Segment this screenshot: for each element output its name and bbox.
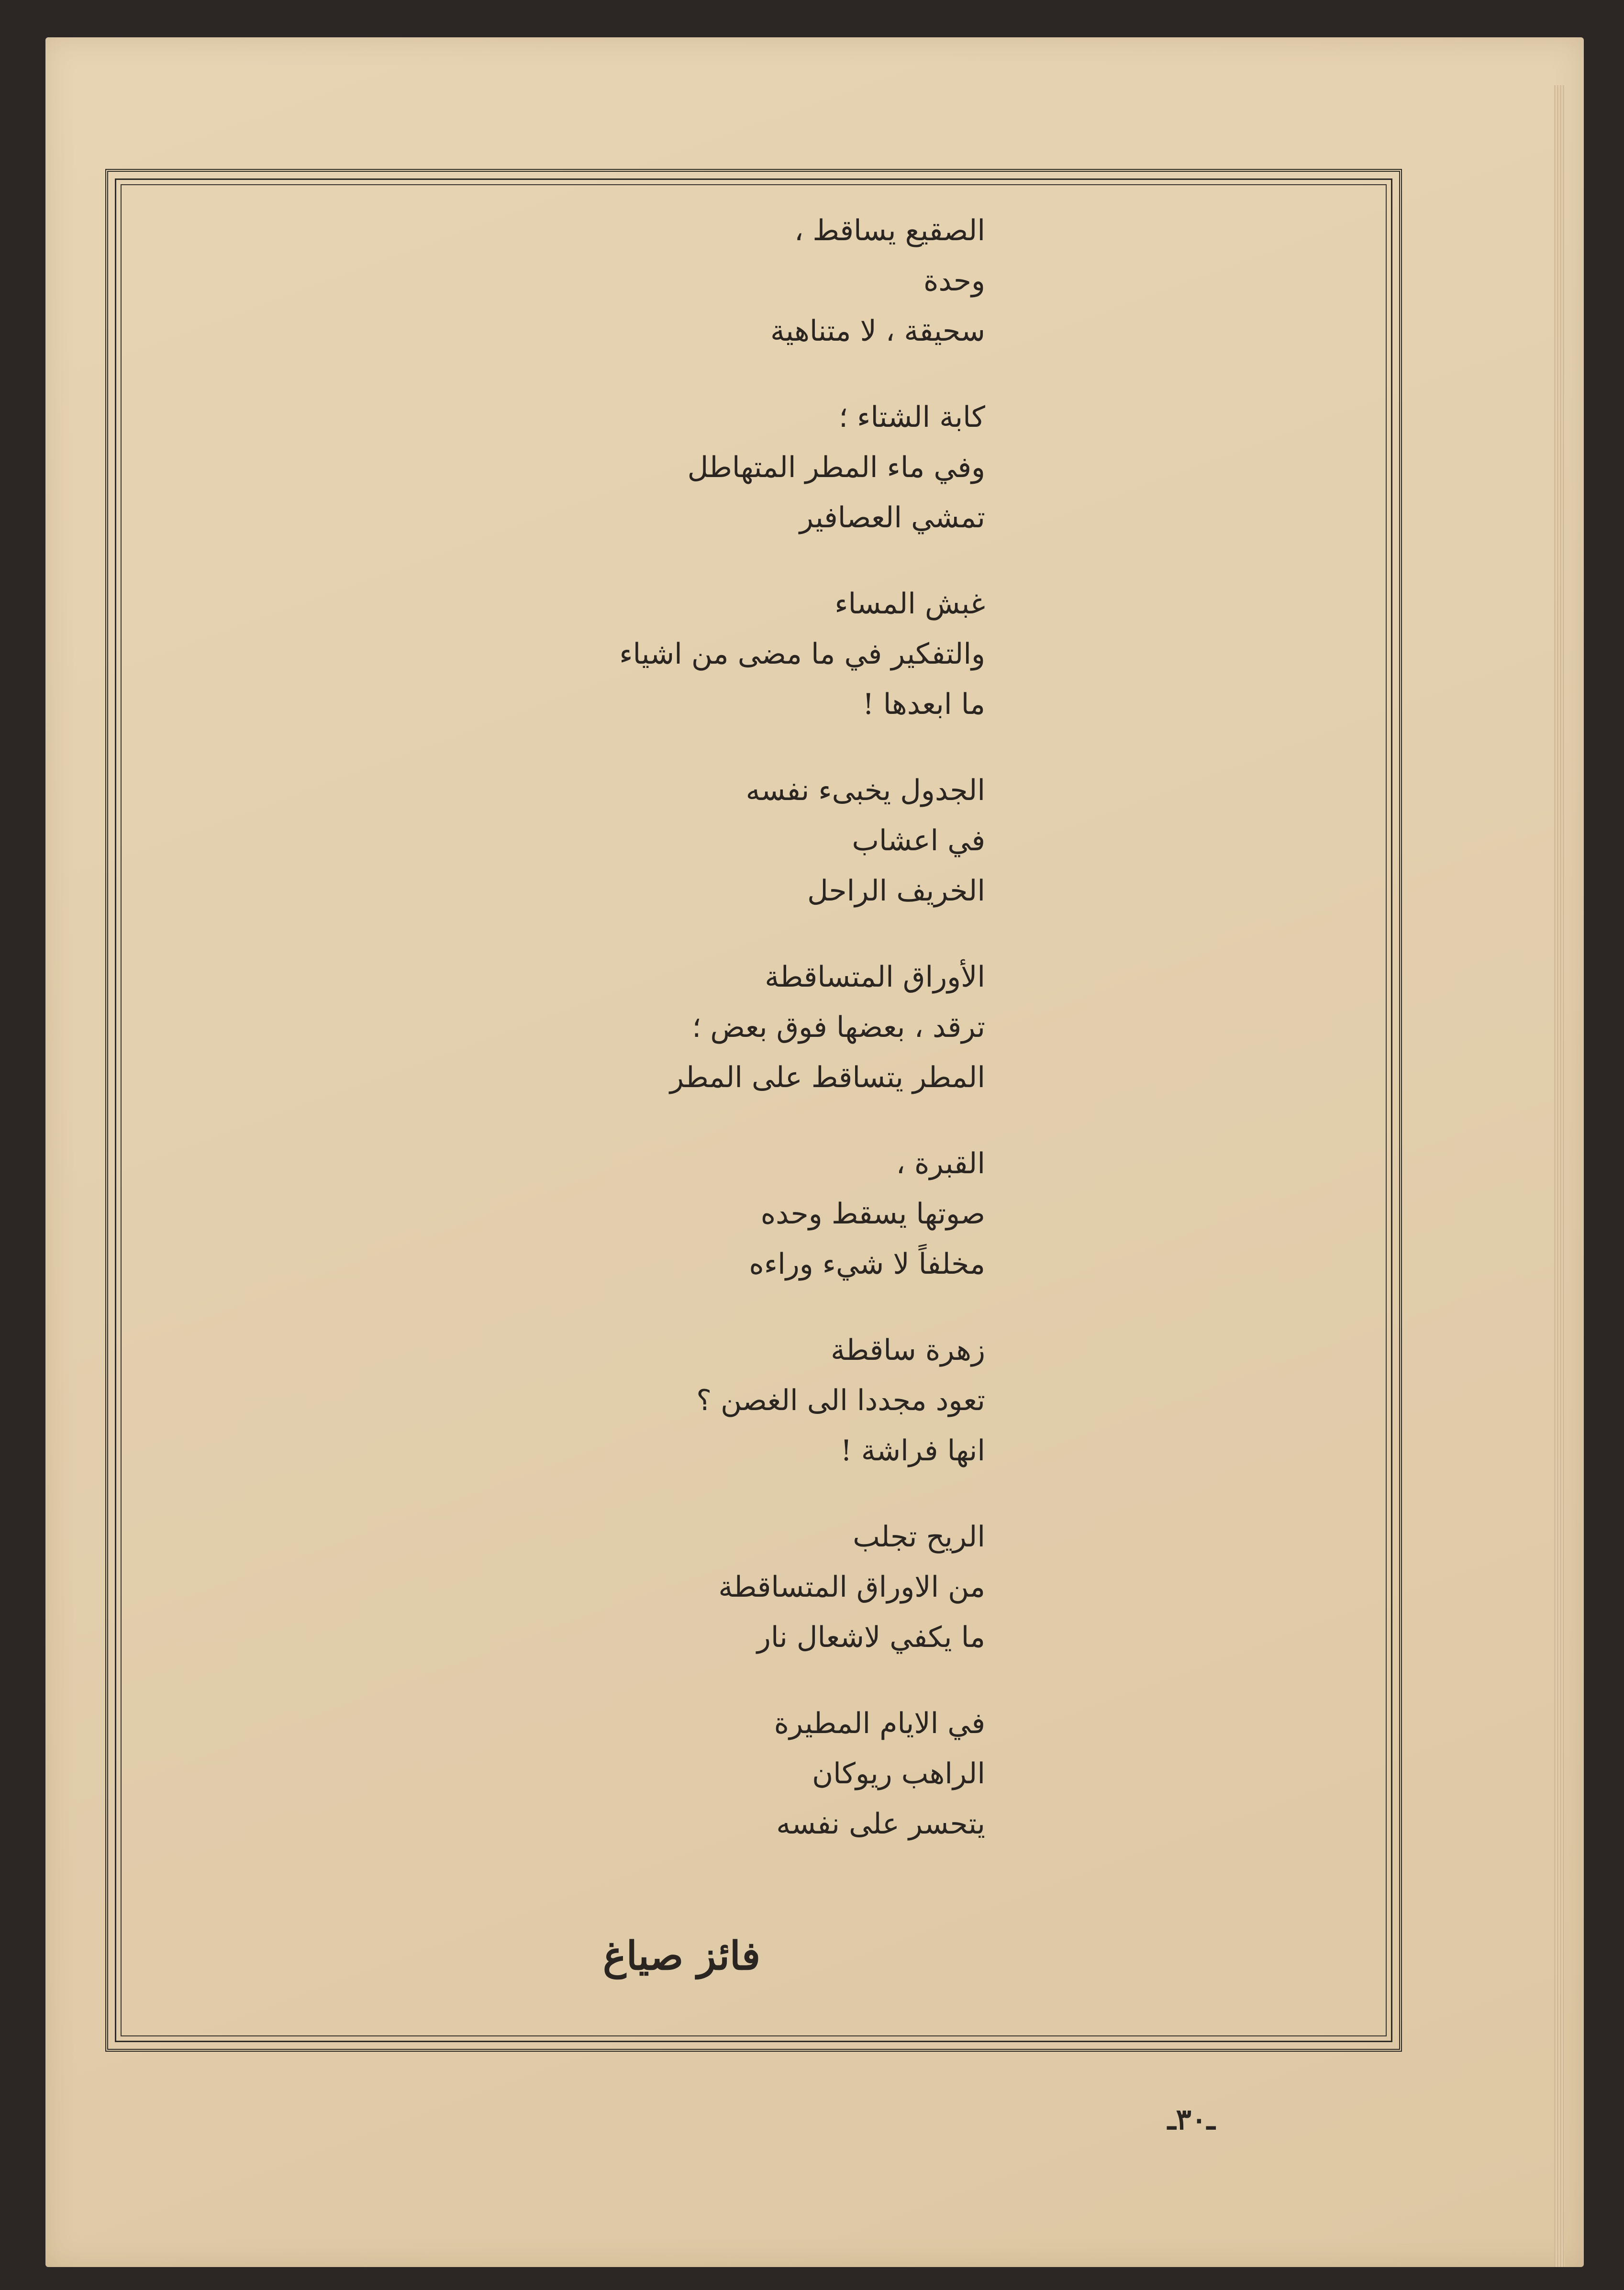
stanza (459, 1325, 985, 1476)
poem-line: الجدول يخبىء نفسه (745, 774, 985, 807)
poem-line: المطر يتساقط على المطر (669, 1061, 985, 1094)
poem-line: تعود مجددا الى الغصن ؟ (696, 1384, 985, 1417)
page-number: ـ٣٠ـ (1168, 2103, 1215, 2136)
poem-line: القبرة ، (896, 1147, 985, 1180)
poem-line: والتفكير في ما مضى من اشياء (619, 637, 985, 671)
page-edge (1554, 85, 1565, 2267)
poem-line: صوتها يسقط وحده (760, 1197, 985, 1231)
stanza (459, 1139, 985, 1290)
poem-line: الخريف الراحل (807, 874, 985, 908)
poem-line: سحيقة ، لا متناهية (770, 314, 985, 348)
poem-line: مخلفاً لا شيء وراءه (749, 1247, 985, 1281)
poem-line: يتحسر على نفسه (776, 1807, 985, 1841)
stanza (459, 952, 985, 1103)
poem-line: الأوراق المتساقطة (765, 960, 985, 994)
poem-line: في اعشاب (852, 824, 985, 857)
poem-line: من الاوراق المتساقطة (718, 1570, 985, 1604)
poem-line: وحدة (923, 264, 985, 298)
poem-line: تمشي العصافير (799, 501, 985, 534)
poem-line: الصقيع يساقط ، (794, 214, 985, 247)
poem-line: في الايام المطيرة (774, 1707, 985, 1740)
stanza (459, 206, 985, 356)
poem-body (459, 206, 985, 1885)
stanza (459, 1699, 985, 1849)
poem-line: الراهب ريوكان (812, 1757, 985, 1790)
author-signature: فائز صياغ (603, 1933, 761, 1979)
poem-line: وفي ماء المطر المتهاطل (687, 451, 985, 484)
poem-line: ما يكفي لاشعال نار (756, 1621, 985, 1654)
poem-line: الريح تجلب (853, 1520, 985, 1554)
poem-line: ترقد ، بعضها فوق بعض ؛ (692, 1011, 985, 1044)
poem-line: زهرة ساقطة (831, 1334, 985, 1367)
stanza (459, 1512, 985, 1663)
stanza (459, 579, 985, 730)
stanza (459, 766, 985, 916)
stanza (459, 392, 985, 543)
poem-line: ما ابعدها ! (862, 688, 985, 721)
poem-line: كابة الشتاء ؛ (838, 400, 985, 434)
poem-line: انها فراشة ! (840, 1434, 985, 1467)
poem-line: غبش المساء (834, 587, 985, 621)
